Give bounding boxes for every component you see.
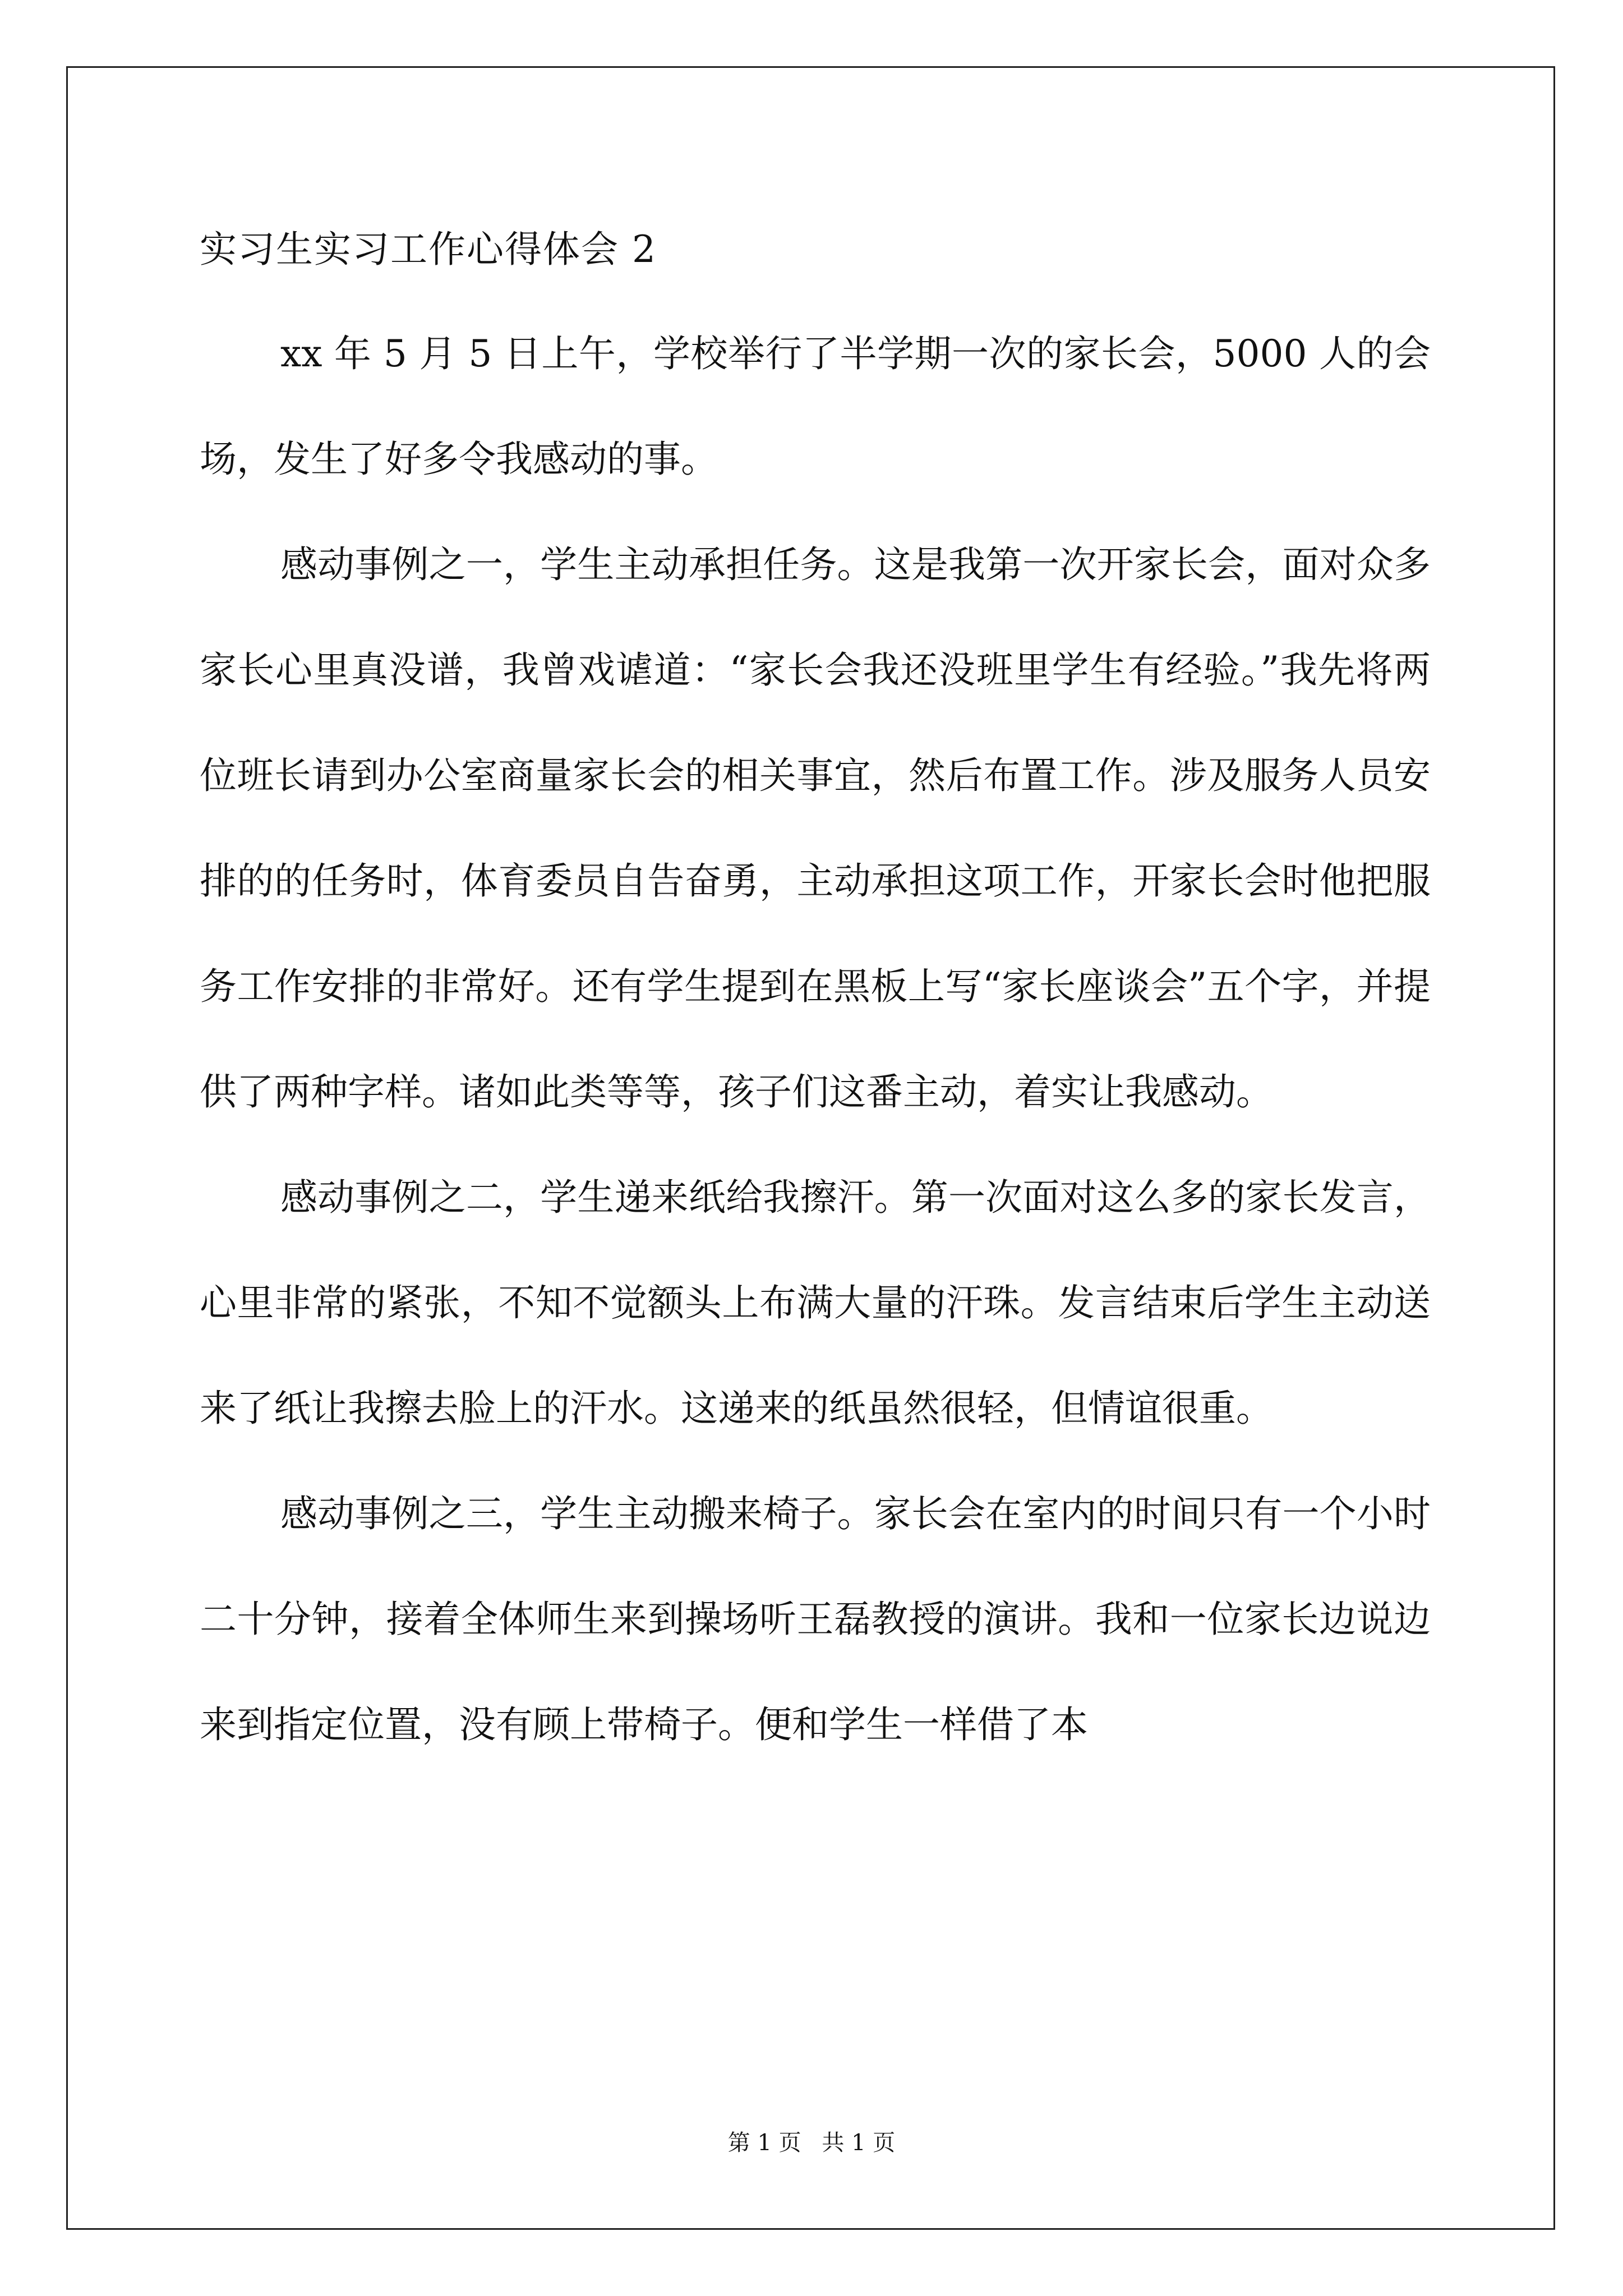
page-number: 第 1 页 [727, 2130, 801, 2156]
page-footer [0, 2129, 1623, 2157]
page-total: 共 1 页 [822, 2130, 896, 2156]
paragraph: xx 年 5 月 5 日上午，学校举行了半学期一次的家长会，5000 人的会场，发生了好多令我感动的事。 [200, 332, 1431, 481]
paragraph: 感动事例之二，学生递来纸给我擦汗。第一次面对这么多的家长发言，心里非常的紧张，不知不觉额头上布满大量的汗珠。发言结束后学生主动送来了纸让我擦去脸上的汗水。这递来的纸虽然很轻，但情谊很重。 [200, 1176, 1431, 1430]
document-body [200, 222, 1431, 1778]
paragraph: 感动事例之三，学生主动搬来椅子。家长会在室内的时间只有一个小时二十分钟，接着全体师生来到操场听王磊教授的演讲。我和一位家长边说边来到指定位置，没有顾上带椅子。便和学生一样借了本 [200, 1492, 1431, 1746]
paragraph: 感动事例之一，学生主动承担任务。这是我第一次开家长会，面对众多家长心里真没谱，我曾戏谑道：“家长会我还没班里学生有经验。”我先将两位班长请到办公室商量家长会的相关事宜，然后布置工作。涉及服务人员安排的的任务时，体育委员自告奋勇，主动承担这项工作，开家长会时他把服务工作安排的非常好。还有学生提到在黑板上写“家长座谈会”五个字，并提供了两种字样。诸如此类等等，孩子们这番主动，着实让我感动。 [200, 543, 1431, 1114]
document-title: 实习生实习工作心得体会 2 [200, 228, 657, 271]
